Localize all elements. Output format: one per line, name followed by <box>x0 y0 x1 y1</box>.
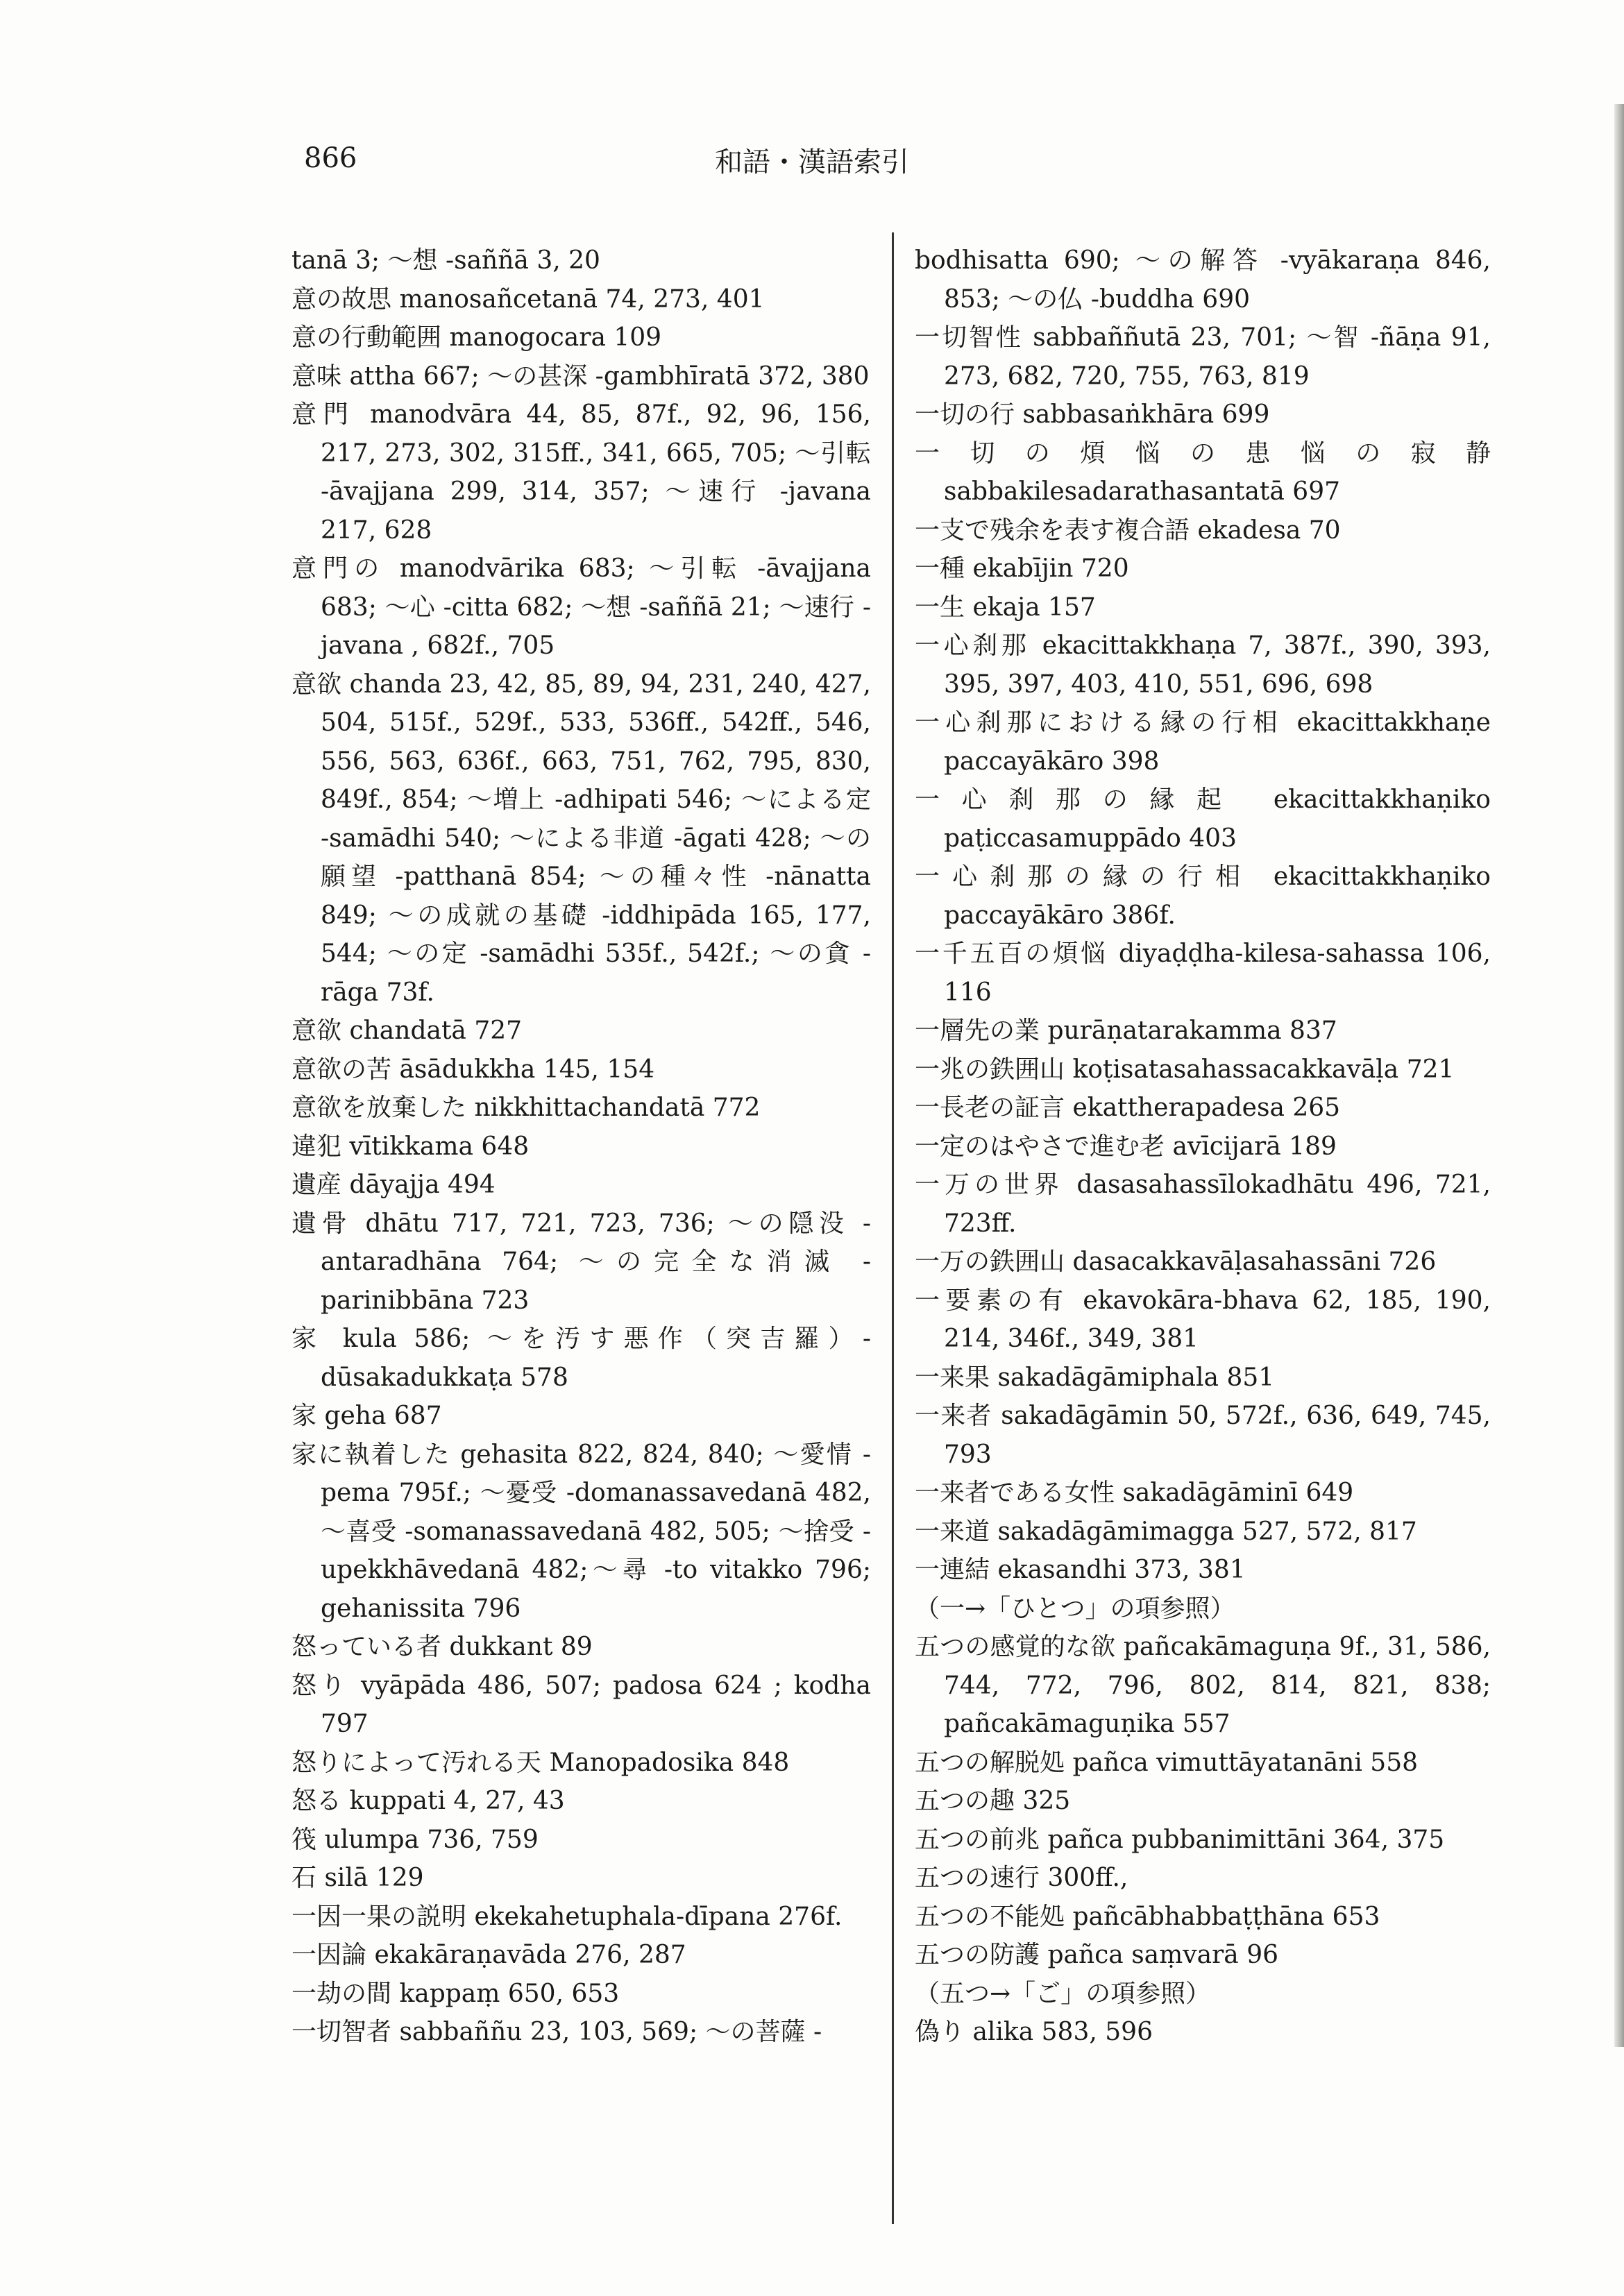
index-entry: 一心刹那の縁の行相 ekacittakkhaṇiko paccayākāro 386f. <box>915 862 1491 930</box>
index-entry: 違犯 vītikkama 648 <box>291 1132 530 1161</box>
page-edge-shadow <box>1614 104 1624 2047</box>
index-entry: 一心刹那の縁起 ekacittakkhaṇiko paṭiccasamuppādo 403 <box>915 785 1491 853</box>
index-column-left <box>291 241 871 2052</box>
index-column-right <box>915 241 1491 2052</box>
index-entry: 一来者である女性 sakadāgāminī 649 <box>915 1479 1354 1507</box>
index-entry: 五つの前兆 pañca pubbanimittāni 364, 375 <box>915 1825 1445 1854</box>
index-entry: 石 silā 129 <box>291 1864 424 1892</box>
index-entry: tanā 3; ～想 -saññā 3, 20 <box>291 246 600 275</box>
index-entry: 家 kula 586; ～を汚す悪作（突吉羅）-dūsakadukkaṭa 578 <box>291 1325 871 1392</box>
index-entry: 怒り vyāpāda 486, 507; padosa 624 ; kodha 797 <box>291 1671 871 1738</box>
index-entry: 一因一果の説明 ekekahetuphala-dīpana 276f. <box>291 1902 843 1931</box>
index-entry: 一心刹那 ekacittakkhaṇa 7, 387f., 390, 393, 395, 397, 403, 410, 551, 696, 698 <box>915 631 1491 699</box>
index-entry: 一来者 sakadāgāmin 50, 572f., 636, 649, 745, 793 <box>915 1402 1491 1469</box>
index-entry: 意門の manodvārika 683; ～引転 -āvajjana 683; ～心 -citta 682; ～想 -saññā 21; ～速行 -javana , 682f., 705 <box>291 554 871 660</box>
index-entry: 一万の世界 dasasahassīlokadhātu 496, 721, 723ff. <box>915 1171 1491 1238</box>
index-entry: bodhisatta 690; ～の解答 -vyākaraṇa 846, 853; ～の仏 -buddha 690 <box>915 246 1491 314</box>
index-entry: 一来果 sakadāgāmiphala 851 <box>915 1363 1275 1392</box>
index-entry: 一切の煩悩の患悩の寂静 sabbakilesadarathasantatā 697 <box>915 439 1491 506</box>
index-entry: 一要素の有 ekavokāra-bhava 62, 185, 190, 214, 346f., 349, 381 <box>915 1286 1491 1353</box>
index-entry: 意欲 chandatā 727 <box>291 1017 523 1045</box>
index-entry: 意味 attha 667; ～の甚深 -gambhīratā 372, 380 <box>291 362 870 391</box>
page-number: 866 <box>304 142 357 174</box>
index-entry: 一層先の業 purāṇatarakamma 837 <box>915 1017 1337 1045</box>
index-entry: 五つの解脱処 pañca vimuttāyatanāni 558 <box>915 1748 1419 1777</box>
index-entry: 一兆の鉄囲山 koṭisatasahassacakkavāḷa 721 <box>915 1055 1455 1084</box>
index-entry: 一来道 sakadāgāmimagga 527, 572, 817 <box>915 1517 1417 1546</box>
index-entry: 一生 ekaja 157 <box>915 593 1096 622</box>
index-entry: 五つの不能処 pañcābhabbaṭṭhāna 653 <box>915 1902 1380 1931</box>
index-entry: 意の行動範囲 manogocara 109 <box>291 323 662 352</box>
index-entry: 怒る kuppati 4, 27, 43 <box>291 1787 565 1815</box>
index-entry: 五つの速行 300ff., <box>915 1864 1128 1892</box>
index-entry: 一連結 ekasandhi 373, 381 <box>915 1556 1246 1584</box>
index-entry: 家 geha 687 <box>291 1402 442 1430</box>
index-entry: （五つ→「ご」の項参照） <box>915 1979 1211 2008</box>
index-entry: 怒りによって汚れる天 Manopadosika 848 <box>291 1748 790 1777</box>
column-divider <box>892 232 894 2224</box>
index-entry: 意欲 chanda 23, 42, 85, 89, 94, 231, 240, 427, 504, 515f., 529f., 533, 536ff., 542ff., 546, 556, 563, 636f., 663, 751, 762, 795, 830, 849f., 854; ～増上 -adhipati 546; ～による定 -samādhi 540; ～による非道 -āgati 428; ～の願望 -patthanā 854; ～の種々性 -nānatta 849; ～の成就の基礎 -iddhipāda 165, 177, 544; ～の定 -samādhi 535f., 542f.; ～の貪 -rāga 73f. <box>291 670 871 1007</box>
index-entry: 一種 ekabījin 720 <box>915 554 1129 583</box>
index-entry: 意の故思 manosañcetanā 74, 273, 401 <box>291 284 765 314</box>
index-entry: 偽り alika 583, 596 <box>915 2018 1153 2046</box>
index-entry: 一千五百の煩悩 diyaḍḍha-kilesa-sahassa 106, 116 <box>915 939 1491 1007</box>
index-entry: 一切智性 sabbaññutā 23, 701; ～智 -ñāṇa 91, 273, 682, 720, 755, 763, 819 <box>915 323 1491 391</box>
index-entry: 一支で残余を表す複合語 ekadesa 70 <box>915 516 1341 545</box>
index-entry: 遺産 dāyajja 494 <box>291 1171 496 1199</box>
index-entry: 意欲の苦 āsādukkha 145, 154 <box>291 1055 655 1084</box>
index-entry: 筏 ulumpa 736, 759 <box>291 1825 539 1854</box>
index-entry: 意欲を放棄した nikkhittachandatā 772 <box>291 1094 761 1122</box>
index-entry: 一切智者 sabbaññu 23, 103, 569; ～の菩薩 - <box>291 2018 822 2046</box>
index-entry: 一心刹那における縁の行相 ekacittakkhaṇe paccayākāro 398 <box>915 708 1491 776</box>
index-entry: 五つの趣 325 <box>915 1787 1071 1815</box>
index-entry: 一定のはやさで進む老 avīcijarā 189 <box>915 1132 1337 1161</box>
index-entry: 意門 manodvāra 44, 85, 87f., 92, 96, 156, 217, 273, 302, 315ff., 341, 665, 705; ～引転 -āvajjana 299, 314, 357; ～速行 -javana 217, 628 <box>291 400 871 545</box>
index-entry: 五つの防護 pañca saṃvarā 96 <box>915 1941 1279 1969</box>
index-entry: 一劫の間 kappaṃ 650, 653 <box>291 1979 620 2008</box>
index-entry: 一因論 ekakāraṇavāda 276, 287 <box>291 1941 686 1969</box>
index-entry: 一万の鉄囲山 dasacakkavāḷasahassāni 726 <box>915 1248 1437 1276</box>
index-entry: 怒っている者 dukkant 89 <box>291 1633 593 1661</box>
index-entry: 家に執着した gehasita 822, 824, 840; ～愛情 -pema 795f.; ～憂受 -domanassavedanā 482, ～喜受 -somanassavedanā 482, 505; ～捨受 -upekkhāvedanā 482;～尋 -to vitakko 796; gehanissita 796 <box>291 1440 871 1623</box>
index-entry: 遺骨 dhātu 717, 721, 723, 736; ～の隠没 -antaradhāna 764; ～の完全な消滅 -parinibbāna 723 <box>291 1209 871 1315</box>
index-entry: 五つの感覚的な欲 pañcakāmaguṇa 9f., 31, 586, 744, 772, 796, 802, 814, 821, 838; pañcakāmaguṇika 557 <box>915 1633 1491 1738</box>
index-entry: （一→「ひとつ」の項参照） <box>915 1594 1235 1623</box>
index-entry: 一切の行 sabbasaṅkhāra 699 <box>915 400 1270 429</box>
running-header-title: 和語・漢語索引 <box>715 146 909 178</box>
index-entry: 一長老の証言 ekattherapadesa 265 <box>915 1094 1341 1122</box>
